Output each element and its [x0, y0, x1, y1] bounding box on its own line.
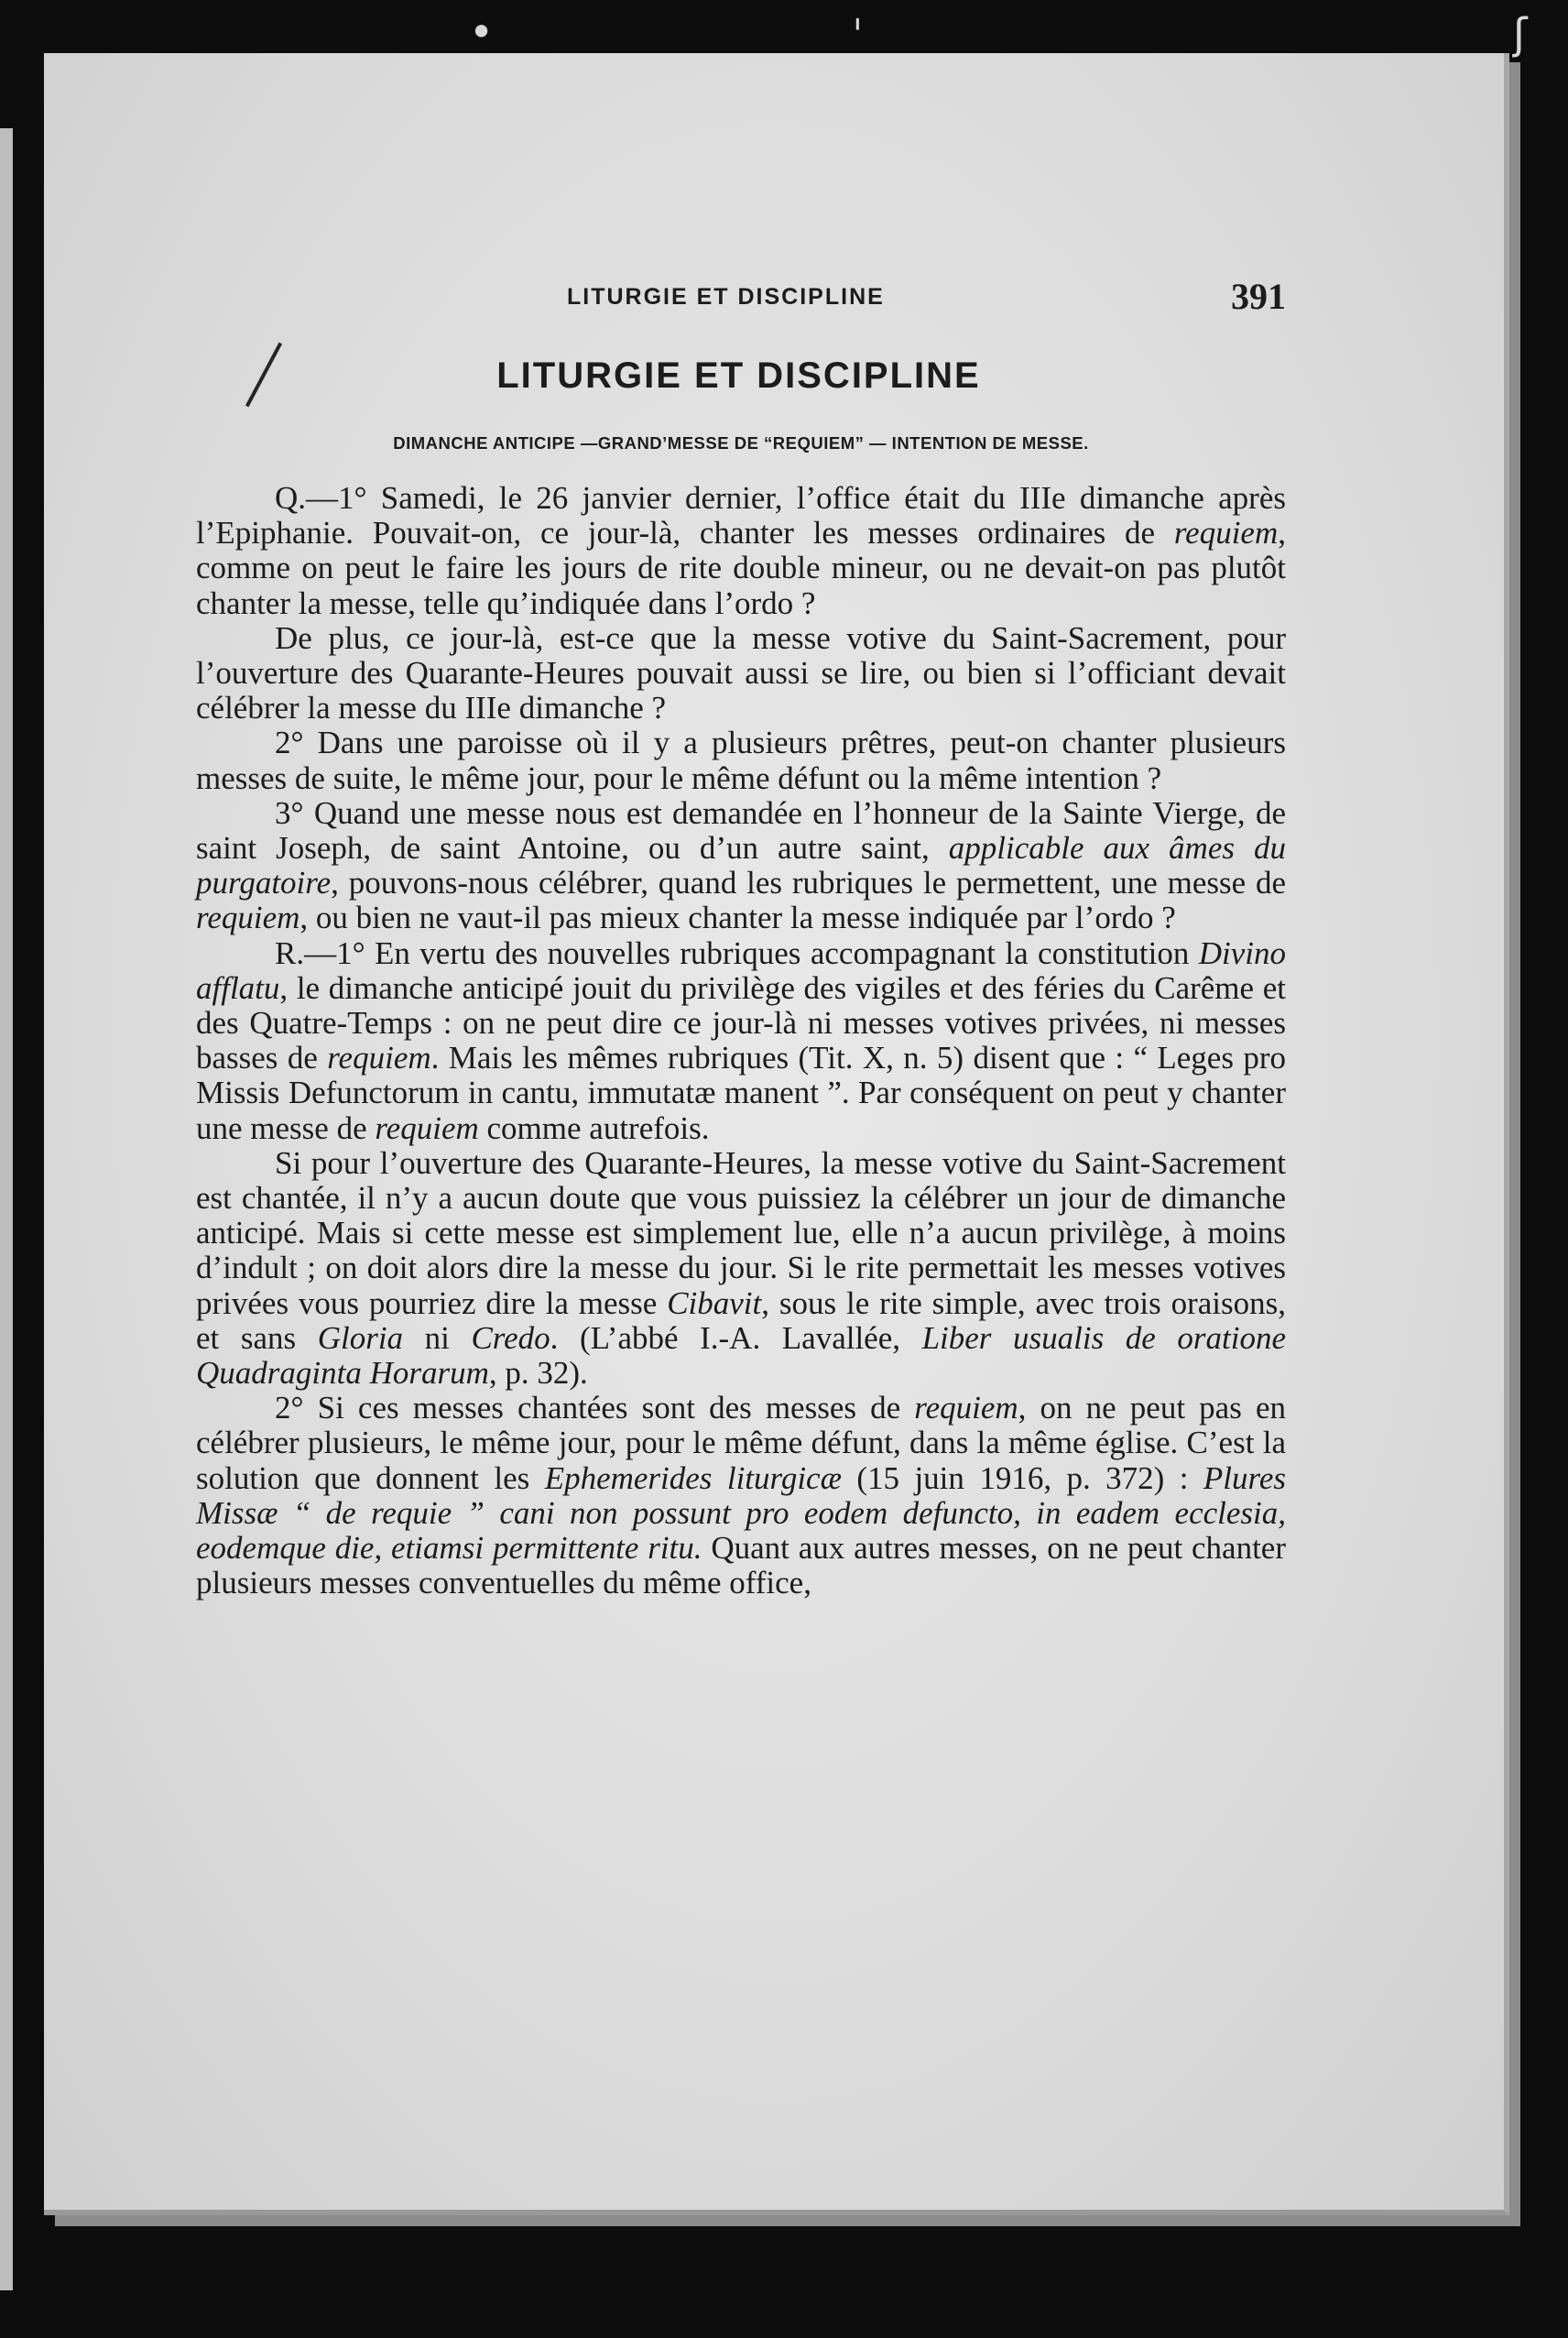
text-run: , comme on peut le faire les jours de rite double mineur, ou ne devait-on pas plutôt chanter la messe, telle qu’indiquée dans l’ordo ?: [196, 515, 1286, 621]
paragraph: [196, 621, 1286, 727]
italic-text: applicable aux âmes du purgatoire: [196, 830, 1286, 901]
text-run: , pouvons-nous célébrer, quand les rubriques le permettent, une messe de: [331, 865, 1286, 901]
scan-artifact-mark: •: [469, 7, 495, 57]
text-run: (15 juin 1916, p. 372) :: [841, 1459, 1203, 1496]
paragraph: [196, 726, 1286, 795]
italic-text: requiem: [1173, 515, 1279, 552]
text-run: 2° Si ces messes chantées sont des messes de: [275, 1390, 915, 1426]
text-run: R.—1° En vertu des nouvelles rubriques accompagnant la constitution: [275, 934, 1199, 971]
text-run: Q.—1° Samedi, le 26 janvier dernier, l’office était du IIIe dimanche après l’Epiphanie. Pouvait-on, ce jour-là, chanter les messes ordinaires de: [196, 480, 1286, 552]
italic-text: requiem: [327, 1040, 431, 1076]
text-run: , ou bien ne vaut-il pas mieux chanter la messe indiquée par l’ordo ?: [299, 900, 1176, 936]
scan-artifact-mark: ˈ: [852, 11, 864, 60]
running-title: LITURGIE ET DISCIPLINE: [567, 284, 885, 310]
italic-text: Ephemerides liturgicæ: [544, 1459, 842, 1496]
text-run: Quant aux autres messes, on ne peut chanter plusieurs messes conventuelles du même office,: [196, 1530, 1286, 1601]
italic-text: Cibavit: [667, 1284, 762, 1321]
paragraph: [196, 936, 1286, 1146]
text-run: De plus, ce jour-là, est-ce que la messe votive du Saint-Sacrement, pour l’ouverture des Quarante-Heures pouvait aussi se lire, ou bien si l’officiant devait célébrer la messe du IIIe dimanche ?: [196, 619, 1286, 727]
italic-text: requiem: [375, 1109, 479, 1146]
text-run: ni: [403, 1319, 472, 1356]
text-run: . Mais les mêmes rubriques (Tit. X, n. 5) disent que : “ Leges pro Missis Defunctorum in cantu, immutatæ manent ”. Par conséquent on peut y chanter une messe de: [196, 1040, 1286, 1146]
italic-text: Credo: [471, 1319, 550, 1356]
article-subtitle: DIMANCHE ANTICIPE —GRAND’MESSE DE “REQUIEM” — INTENTION DE MESSE.: [393, 433, 1089, 453]
italic-text: Gloria: [317, 1319, 404, 1356]
italic-text: requiem: [196, 900, 300, 936]
scan-artifact-mark: ʃ: [1513, 9, 1528, 59]
text-run: , le dimanche anticipé jouit du privilège des vigiles et des féries du Carême et des Quatre-Temps : on ne peut dire ce jour-là ni messes votives privées, ni messes basses de: [196, 969, 1286, 1076]
text-run: Si pour l’ouverture des Quarante-Heures, la messe votive du Saint-Sacrement est chantée, il n’y a aucun doute que vous puissiez la célébrer un jour de dimanche anticipé. Mais si cette messe est simplement lue, elle n’a aucun privilège, à moins d’indult ; on doit alors dire la messe du jour. Si le rite permettait les messes votives privées vous pourriez dire la messe: [196, 1144, 1286, 1321]
text-run: 2° Dans une paroisse où il y a plusieurs prêtres, peut-on chanter plusieurs messes de suite, le même jour, pour le même défunt ou la même intention ?: [196, 725, 1286, 796]
text-run: , p. 32).: [488, 1355, 588, 1392]
page-content: [196, 266, 1286, 1601]
text-run: , sous le rite simple, avec trois oraisons, et sans: [196, 1284, 1286, 1356]
text-run: , on ne peut pas en célébrer plusieurs, le même jour, pour le même défunt, dans la même église. C’est la solution que donnent les: [196, 1390, 1286, 1496]
paragraph: [196, 796, 1286, 936]
italic-text: Divino afflatu: [196, 934, 1286, 1006]
paragraph: [196, 1391, 1286, 1601]
text-run: comme autrefois.: [478, 1109, 710, 1146]
text-run: . (L’abbé I.-A. Lavallée,: [550, 1319, 922, 1356]
paragraph: [196, 481, 1286, 621]
text-run: 3° Quand une messe nous est demandée en l’honneur de la Sainte Vierge, de saint Joseph, de saint Antoine, ou d’un autre saint,: [196, 794, 1286, 867]
adjacent-page-edge: [0, 128, 13, 2290]
running-header: [196, 266, 1286, 317]
italic-text: requiem: [914, 1390, 1018, 1426]
article-body: [196, 481, 1286, 1601]
page-number: 391: [1231, 276, 1286, 317]
article-title: LITURGIE ET DISCIPLINE: [496, 355, 981, 396]
italic-text: Plures Missæ “ de requie ” cani non possunt pro eodem defuncto, in eadem ecclesia, eodemque die, etiamsi permittente ritu.: [196, 1459, 1287, 1567]
paragraph: [196, 1146, 1286, 1391]
italic-text: Liber usualis de oratione Quadraginta Horarum: [196, 1319, 1286, 1392]
